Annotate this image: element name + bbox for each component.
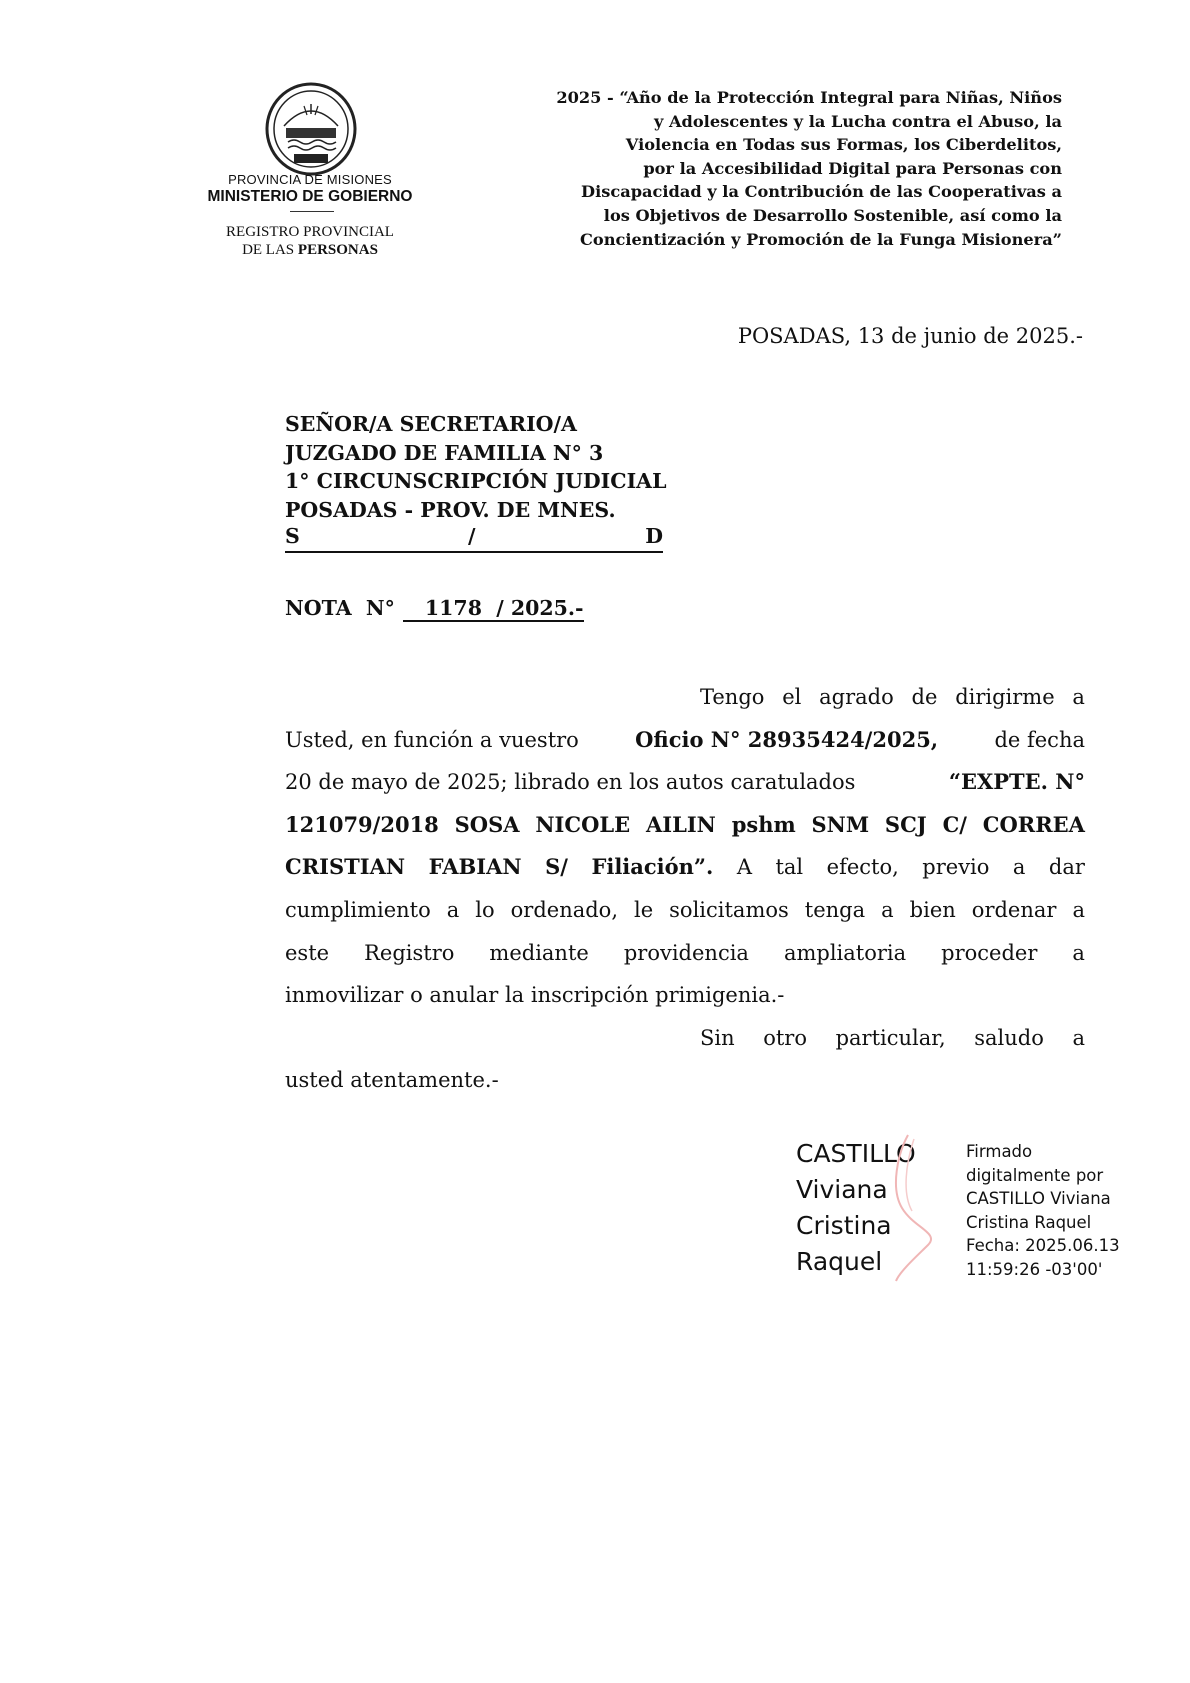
body-word: pshm [731, 811, 796, 837]
registry-name-line2: DE LAS PERSONAS [242, 242, 378, 258]
motto-line: Violencia en Todas sus Formas, los Ciberdelitos, [625, 135, 1062, 155]
body-word: particular, [835, 1025, 946, 1050]
signature-detail-line: digitalmente por [966, 1165, 1104, 1185]
body-word: agrado [819, 685, 894, 709]
body-word: bien [909, 897, 956, 922]
body-line [285, 804, 1085, 847]
signature-detail-line: Cristina Raquel [966, 1212, 1092, 1232]
body-word: SCJ [884, 811, 927, 837]
signer-name-line: Cristina [796, 1211, 892, 1240]
body-word: a [1012, 855, 1026, 880]
body-line [285, 761, 1085, 804]
note-number-value: 1178 / 2025.- [403, 596, 584, 622]
body-word: Registro [364, 940, 455, 965]
registry-name-line1: REGISTRO PROVINCIAL [226, 224, 394, 240]
body-word: previo [922, 855, 990, 880]
body-word: dirigirme [955, 685, 1055, 709]
body-word: providencia [623, 940, 749, 965]
body-word: Tengo [700, 685, 765, 709]
body-word: otro [763, 1025, 807, 1050]
body-word: el [782, 685, 802, 709]
body-word: Sin [700, 1025, 735, 1050]
province-name: PROVINCIA DE MISIONES [228, 172, 392, 187]
sd-line [285, 524, 663, 553]
body-word: ordenado, [510, 897, 618, 922]
sd-s: S [285, 524, 300, 548]
motto-line: 2025 - “Año de la Protección Integral para Niñas, Niños [556, 88, 1062, 107]
body-word: de [911, 685, 938, 709]
body-word: solicitamos [669, 897, 789, 922]
body-word: proceder [941, 940, 1038, 965]
addressee-line: SEÑOR/A SECRETARIO/A [285, 412, 577, 436]
body-text: de fecha [987, 727, 1085, 752]
body-word: le [634, 897, 654, 922]
body-word: tenga [804, 897, 866, 922]
signature-detail-line: Fecha: 2025.06.13 [966, 1236, 1120, 1256]
motto-line: y Adolescentes y la Lucha contra el Abuso, la [653, 111, 1062, 131]
dateline: POSADAS, 13 de junio de 2025.- [737, 324, 1083, 348]
sd-d: D [645, 524, 663, 548]
addressee-block [285, 410, 667, 524]
body-word: A [736, 855, 752, 880]
motto-line: Concientización y Promoción de la Funga Misionera” [580, 229, 1062, 249]
body-word: a [1072, 940, 1085, 965]
body-word: mediante [489, 940, 589, 965]
body-word: S/ [545, 854, 568, 880]
body-line: usted atentamente.- [285, 1068, 499, 1093]
year-motto [430, 86, 1062, 251]
body-line [285, 676, 1085, 719]
body-line [285, 932, 1085, 975]
motto-line: los Objetivos de Desarrollo Sostenible, así como la [603, 205, 1062, 225]
body-text: 20 de mayo de 2025; librado en los autos caratulados [285, 770, 863, 795]
sd-slash: / [468, 524, 476, 548]
province-seal-icon [264, 82, 358, 176]
body-word: a [881, 897, 894, 922]
body-line [285, 719, 1085, 762]
body-word: dar [1048, 855, 1085, 880]
body-word: ampliatoria [783, 940, 907, 965]
signer-name-line: CASTILLO [796, 1139, 916, 1168]
body-word: ordenar [971, 897, 1057, 922]
body-word: a [446, 897, 460, 922]
signature-detail-line: CASTILLO Viviana [966, 1189, 1111, 1209]
addressee-line: POSADAS - PROV. DE MNES. [285, 497, 616, 522]
body-word: FABIAN [428, 854, 522, 880]
body-word: a [1072, 1025, 1085, 1050]
body-word: CRISTIAN [285, 854, 406, 880]
body-word: 121079/2018 [285, 811, 439, 837]
case-reference: “EXPTE. N° [948, 769, 1085, 795]
body-line [285, 846, 1085, 889]
body-word: tal [775, 855, 804, 880]
body-word: NICOLE [535, 811, 631, 837]
body-line: inmovilizar o anular la inscripción primigenia.- [285, 983, 785, 1008]
body-word: a [1072, 897, 1085, 922]
body-word: AILIN [645, 811, 716, 837]
note-label: NOTA N° [285, 596, 395, 620]
body-word: saludo [974, 1025, 1044, 1050]
body-text: Usted, en función a vuestro [285, 727, 586, 752]
signer-name-line: Raquel [796, 1247, 883, 1276]
body-word: SNM [811, 811, 870, 837]
digital-signature-mark-icon [888, 1133, 950, 1283]
motto-line: Discapacidad y la Contribución de las Cooperativas a [581, 182, 1062, 202]
body-line [285, 889, 1085, 932]
body-word: lo [475, 897, 495, 922]
signature-detail-line: Firmado [966, 1142, 1033, 1161]
ministry-name: MINISTERIO DE GOBIERNO [207, 188, 413, 205]
letter-body [285, 676, 1085, 1102]
oficio-reference: Oficio N° 28935424/2025, [635, 726, 939, 752]
header-divider [290, 211, 334, 212]
signature-detail-line: 11:59:26 -03'00' [966, 1259, 1103, 1279]
body-line [285, 1017, 1085, 1060]
body-word: este [285, 940, 330, 965]
body-word: SOSA [454, 811, 520, 837]
addressee-line: 1° CIRCUNSCRIPCIÓN JUDICIAL [285, 469, 667, 493]
addressee-line: JUZGADO DE FAMILIA N° 3 [285, 440, 604, 465]
digital-signature-details [966, 1140, 1120, 1282]
body-word: efecto, [826, 855, 899, 880]
signer-name-line: Viviana [796, 1175, 888, 1204]
note-number [285, 596, 584, 622]
body-word: C/ [942, 811, 967, 837]
body-word: Filiación”. [591, 854, 714, 880]
body-word: CORREA [982, 811, 1085, 837]
body-word: a [1072, 685, 1085, 709]
motto-line: por la Accesibilidad Digital para Personas con [643, 158, 1062, 178]
body-word: cumplimiento [285, 897, 431, 922]
